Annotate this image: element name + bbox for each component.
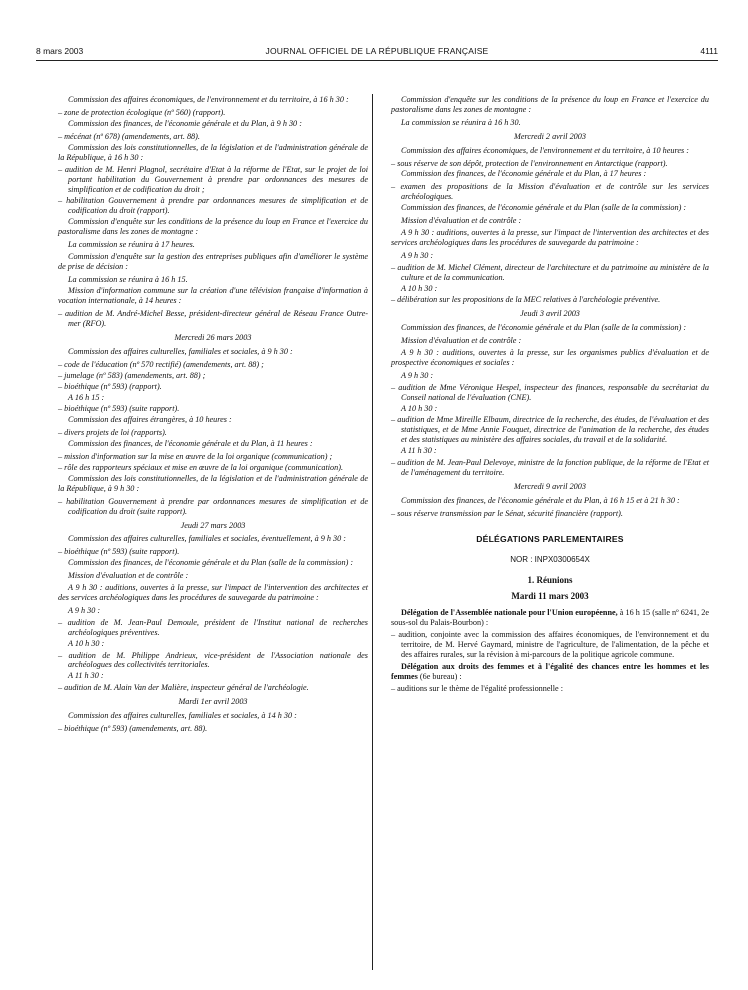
agenda-item: – code de l'éducation (nº 570 rectifié) (amendements, art. 88) ;	[58, 359, 264, 369]
header-date: 8 mars 2003	[36, 46, 84, 56]
paragraph: Commission des affaires économiques, de l'environnement et du territoire, à 10 heures :	[401, 145, 689, 155]
meeting-room: (6e bureau) :	[419, 671, 462, 681]
paragraph: Commission des finances, de l'économie générale et du Plan (salle de la commission) :	[68, 558, 354, 568]
paragraph: La commission se réunira à 16 h 15.	[68, 274, 188, 284]
delegation-name: Délégation de l'Assemblée nationale pour l'Union européenne,	[401, 608, 618, 618]
agenda-item: – audition de M. Michel Clément, directeur de l'architecture et du patrimoine au ministère de la culture et de la communication.	[391, 262, 709, 282]
time-label: A 9 h 30 :	[401, 370, 434, 380]
agenda-item: – jumelage (nº 583) (amendements, art. 88) ;	[58, 370, 206, 380]
paragraph: Commission des affaires culturelles, familiales et sociales, à 14 h 30 :	[68, 711, 297, 721]
nor-reference: NOR : INPX0300654X	[510, 554, 590, 564]
time-label: A 10 h 30 :	[401, 283, 438, 293]
agenda-item: – bioéthique (nº 593) (suite rapport).	[58, 404, 180, 414]
paragraph: Commission des finances, de l'économie générale et du Plan (salle de la commission) :	[401, 323, 687, 333]
right-column	[391, 95, 709, 696]
subsection-heading: 1. Réunions	[527, 575, 573, 586]
agenda-item: – audition de M. Jean-Paul Demoule, président de l'Institut national de recherches archéologiques préventives.	[58, 617, 368, 637]
date-heading: Mercredi 26 mars 2003	[174, 333, 252, 343]
date-heading: Mercredi 9 avril 2003	[514, 481, 586, 491]
paragraph: Commission des lois constitutionnelles, de la législation et de l'administration générale de la République, à 16 h 30 :	[58, 142, 368, 162]
agenda-item: – audition de M. Henri Plagnol, secrétaire d'Etat à la réforme de l'Etat, sur le projet de loi portant habilitation du Gouvernement à prendre par ordonnances des mesures de simplification et de codification du droit ;	[58, 165, 368, 195]
paragraph: Mission d'information commune sur la création d'une télévision française d'information à vocation internationale, à 14 heures :	[58, 286, 368, 306]
paragraph: Mission d'évaluation et de contrôle :	[401, 216, 522, 226]
agenda-item: – auditions sur le thème de l'égalité professionnelle :	[391, 683, 564, 693]
left-column	[58, 95, 368, 735]
paragraph: Commission des finances, de l'économie générale et du Plan, à 9 h 30 :	[68, 118, 302, 128]
agenda-item: – audition de Mme Véronique Hespel, inspecteur des finances, responsable du secrétariat du Conseil national de l'évaluation (CNE).	[391, 382, 709, 402]
section-heading: DÉLÉGATIONS PARLEMENTAIRES	[476, 533, 624, 544]
agenda-item: – habilitation Gouvernement à prendre par ordonnances mesures de simplification et de codification du droit (suite rapport).	[58, 496, 368, 516]
time-label: A 10 h 30 :	[401, 403, 438, 413]
paragraph: Commission des lois constitutionnelles, de la législation et de l'administration générale de la République, à 9 h 30 :	[58, 473, 368, 493]
agenda-item: – audition de M. Alain Van der Malière, inspecteur général de l'archéologie.	[58, 683, 309, 693]
paragraph: Commission des affaires culturelles, familiales et sociales, à 9 h 30 :	[68, 346, 293, 356]
agenda-item: – bioéthique (nº 593) (amendements, art. 88).	[58, 723, 208, 733]
paragraph: La commission se réunira à 16 h 30.	[401, 117, 521, 127]
running-header	[36, 46, 718, 60]
header-journal-title: JOURNAL OFFICIEL DE LA RÉPUBLIQUE FRANÇAISE	[265, 46, 489, 56]
time-label: A 11 h 30 :	[401, 446, 437, 456]
agenda-item: – délibération sur les propositions de la MEC relatives à l'archéologie préventive.	[391, 295, 661, 305]
paragraph: Commission des finances, de l'économie générale et du Plan (salle de la commission) :	[401, 203, 687, 213]
date-heading: Jeudi 27 mars 2003	[180, 520, 246, 530]
agenda-item: – examen des propositions de la Mission d'évaluation et de contrôle sur les services archéologiques.	[391, 182, 709, 202]
paragraph	[391, 662, 709, 682]
paragraph: Commission d'enquête sur la gestion des entreprises publiques afin d'améliorer le système de prise de décision :	[58, 251, 368, 271]
paragraph: Commission des finances, de l'économie générale et du Plan, à 11 heures :	[68, 439, 313, 449]
time-label: A 10 h 30 :	[68, 638, 105, 648]
paragraph: La commission se réunira à 17 heures.	[68, 239, 195, 249]
agenda-item: – mission d'information sur la mise en œuvre de la loi organique (communication) ;	[58, 452, 333, 462]
agenda-item: – mécénat (nº 678) (amendements, art. 88).	[58, 131, 200, 141]
time-label: A 16 h 15 :	[68, 392, 105, 402]
paragraph: Commission des affaires culturelles, familiales et sociales, éventuellement, à 9 h 30 :	[68, 534, 346, 544]
date-heading: Jeudi 3 avril 2003	[520, 309, 580, 319]
meeting-time: à 16 h 15 (salle nº 6241, 2e sous-sol du Palais-Bourbon) :	[391, 608, 709, 628]
paragraph: Commission d'enquête sur les conditions de la présence du loup en France et l'exercice du pastoralisme dans les zones de montagne :	[391, 95, 709, 114]
paragraph: A 9 h 30 : auditions, ouvertes à la presse, sur l'impact de l'intervention des architectes et des services archéologiques dans les procédures de sauvegarde du patrimoine :	[58, 583, 368, 602]
paragraph: A 9 h 30 : auditions, ouvertes à la presse, sur les organismes publics d'évaluation et de prospective économiques et sociales :	[391, 348, 709, 367]
agenda-item: – bioéthique (nº 593) (suite rapport).	[58, 547, 180, 557]
agenda-item: – audition de Mme Mireille Elbaum, directrice de la recherche, des études, de l'évaluation et des statistiques, et de Mme Annie Fouquet, directrice de l'animation de la recherche, des études et des statistiques au ministère des affaires sociales, du travail et de la solidarité.	[391, 415, 709, 445]
time-label: A 11 h 30 :	[68, 671, 104, 681]
paragraph: Commission d'enquête sur les conditions de la présence du loup en France et l'exercice du pastoralisme dans les zones de montagne :	[58, 216, 368, 236]
paragraph: Mission d'évaluation et de contrôle :	[68, 571, 189, 581]
agenda-item: – zone de protection écologique (nº 560) (rapport).	[58, 107, 226, 117]
agenda-item: – audition de M. André-Michel Besse, président-directeur général de Réseau France Outre-mer (RFO).	[58, 309, 368, 329]
paragraph: Commission des finances, de l'économie générale et du Plan, à 16 h 15 et à 21 h 30 :	[401, 495, 680, 505]
time-label: A 9 h 30 :	[68, 605, 101, 615]
time-label: A 9 h 30 :	[401, 250, 434, 260]
paragraph	[391, 608, 709, 628]
header-rule	[36, 60, 718, 61]
agenda-item: – audition, conjointe avec la commission des affaires économiques, de l'environnement et du territoire, de M. Hervé Gaymard, ministre de l'agriculture, de l'alimentation, de la pêche et des affaires rurales, sur la révision à mi-parcours de la politique agricole commune.	[391, 630, 709, 659]
agenda-item: – divers projets de loi (rapports).	[58, 428, 167, 438]
paragraph: A 9 h 30 : auditions, ouvertes à la presse, sur l'impact de l'intervention des architectes et des services archéologiques dans les procédures de sauvegarde du patrimoine :	[391, 227, 709, 247]
date-heading: Mardi 11 mars 2003	[511, 591, 589, 602]
agenda-item: – rôle des rapporteurs spéciaux et mise en œuvre de la loi organique (communication).	[58, 463, 343, 472]
agenda-item: – audition de M. Jean-Paul Delevoye, ministre de la fonction publique, de la réforme de l'Etat et de l'aménagement du territoire.	[391, 458, 709, 477]
date-heading: Mardi 1er avril 2003	[178, 697, 248, 707]
agenda-item: – habilitation Gouvernement à prendre par ordonnances mesures de simplification et de codification du droit (rapport).	[58, 196, 368, 216]
date-heading: Mercredi 2 avril 2003	[514, 131, 586, 141]
agenda-item: – bioéthique (nº 593) (rapport).	[58, 381, 162, 391]
paragraph: Commission des affaires étrangères, à 10 heures :	[68, 415, 232, 425]
agenda-item: – sous réserve transmission par le Sénat, sécurité financière (rapport).	[391, 508, 623, 518]
delegation-name: Délégation aux droits des femmes et à l'égalité des chances entre les hommes et les femmes	[391, 661, 709, 681]
paragraph: Commission des finances, de l'économie générale et du Plan, à 17 heures :	[401, 169, 647, 179]
agenda-item: – audition de M. Philippe Andrieux, vice-président de l'Association nationale des archéologues des collectivités territoriales.	[58, 650, 368, 670]
header-page-number: 4111	[700, 46, 718, 56]
paragraph: Commission des affaires économiques, de l'environnement et du territoire, à 16 h 30 :	[68, 95, 349, 104]
paragraph: Mission d'évaluation et de contrôle :	[401, 336, 522, 346]
agenda-item: – sous réserve de son dépôt, protection de l'environnement en Antarctique (rapport).	[391, 158, 668, 168]
column-divider	[372, 94, 373, 970]
